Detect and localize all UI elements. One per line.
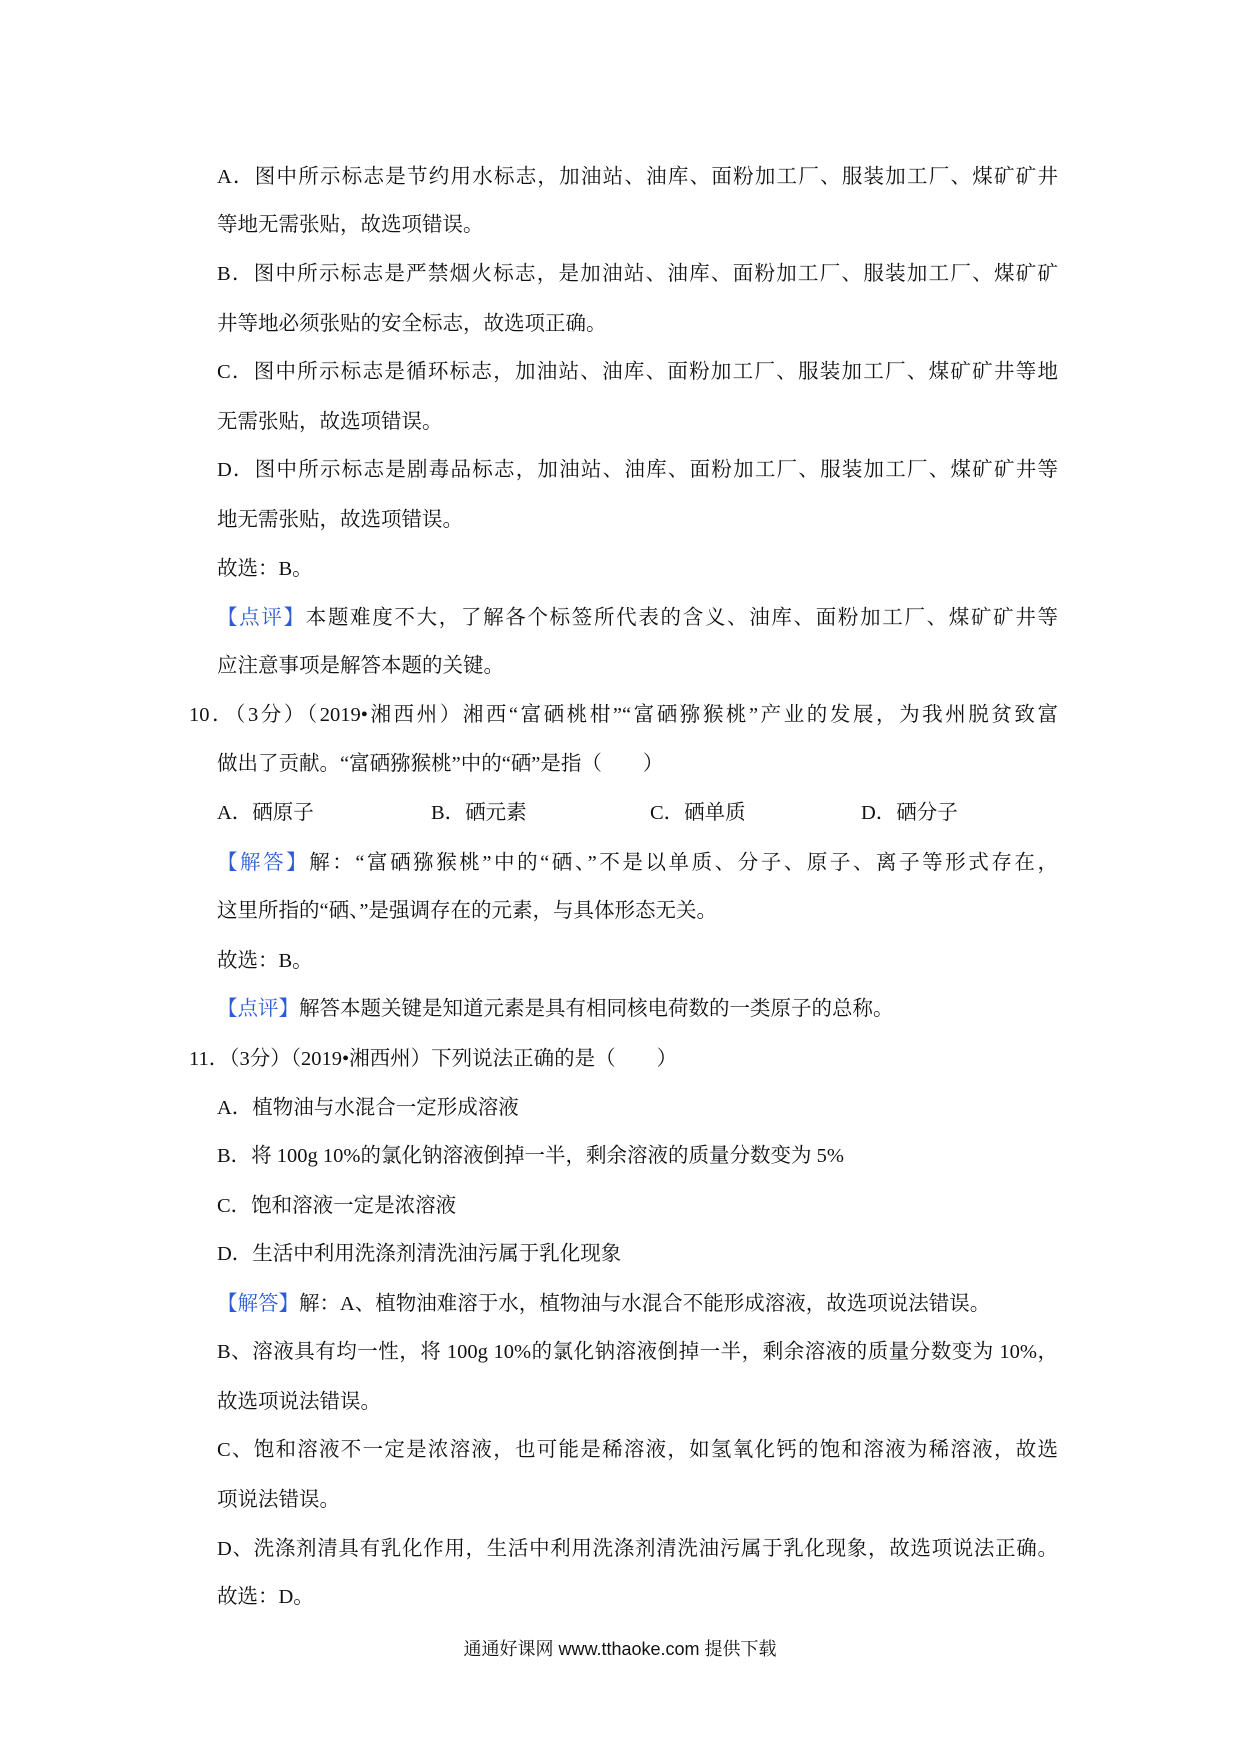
q11-solution-text-a: 解：A、植物油难溶于水，植物油与水混合不能形成溶液，故选项说法错误。 <box>299 1293 991 1315</box>
q11-solution-line-a <box>217 1289 1058 1319</box>
q11-solution-line-c2: 项说法错误。 <box>217 1489 340 1511</box>
q10-solution-label: 【解答】 <box>217 852 310 874</box>
q10-option-c: C．硒单质 <box>650 802 746 824</box>
q11-solution-label: 【解答】 <box>217 1293 299 1315</box>
q9-option-d-analysis-line2: 地无需张贴，故选项错误。 <box>217 509 463 531</box>
q10-comment-label: 【点评】 <box>217 998 299 1020</box>
q10-answer: 故选：B。 <box>217 950 313 972</box>
q10-comment-text: 解答本题关键是知道元素是具有相同核电荷数的一类原子的总称。 <box>299 998 894 1020</box>
q10-option-a: A．硒原子 <box>217 802 314 824</box>
q9-option-c-analysis-line2: 无需张贴，故选项错误。 <box>217 411 443 433</box>
page-footer: 通通好课网 www.tthaoke.com 提供下载 <box>463 1639 777 1659</box>
q11-solution-line-b2: 故选项说法错误。 <box>217 1391 381 1413</box>
q10-solution-line1 <box>217 848 1058 878</box>
q11-option-d: D．生活中利用洗涤剂清洗油污属于乳化现象 <box>217 1243 622 1265</box>
q11-answer: 故选：D。 <box>217 1586 314 1608</box>
q11-option-c: C．饱和溶液一定是浓溶液 <box>217 1195 457 1217</box>
q11-solution-line-d: D、洗涤剂清具有乳化作用，生活中利用洗涤剂清洗油污属于乳化现象，故选项说法正确。 <box>217 1538 1058 1560</box>
q10-stem-line1: 10．（3分）（2019•湘西州）湘西“富硒桃柑”“富硒猕猴桃”产业的发展，为我州脱贫致富 <box>189 704 1058 726</box>
q9-answer: 故选：B。 <box>217 558 313 580</box>
q10-stem-line2: 做出了贡献。“富硒猕猴桃”中的“硒”是指（ ） <box>217 753 664 775</box>
q9-option-c-analysis-line1: C．图中所示标志是循环标志，加油站、油库、面粉加工厂、服装加工厂、煤矿矿井等地 <box>217 361 1058 383</box>
q11-solution-line-b1: B、溶液具有均一性，将 100g 10%的氯化钠溶液倒掉一半，剩余溶液的质量分数变为 10%， <box>217 1341 1058 1363</box>
q10-option-b: B．硒元素 <box>431 802 527 824</box>
q9-option-b-analysis-line2: 井等地必须张贴的安全标志，故选项正确。 <box>217 313 607 335</box>
q9-option-d-analysis-line1: D．图中所示标志是剧毒品标志，加油站、油库、面粉加工厂、服装加工厂、煤矿矿井等 <box>217 459 1058 481</box>
q11-option-a: A．植物油与水混合一定形成溶液 <box>217 1097 519 1119</box>
q10-options-row <box>217 798 1058 828</box>
q9-comment-text: 本题难度不大，了解各个标签所代表的含义、油库、面粉加工厂、煤矿矿井等 <box>305 607 1058 629</box>
q11-solution-line-c1: C、饱和溶液不一定是浓溶液，也可能是稀溶液，如氢氧化钙的饱和溶液为稀溶液，故选 <box>217 1439 1058 1461</box>
q10-solution-line2: 这里所指的“硒、”是强调存在的元素，与具体形态无关。 <box>217 900 717 922</box>
q9-option-a-analysis-line1: A．图中所示标志是节约用水标志，加油站、油库、面粉加工厂、服装加工厂、煤矿矿井 <box>217 166 1058 188</box>
q9-option-a-analysis-line2: 等地无需张贴，故选项错误。 <box>217 214 484 236</box>
q9-comment-label: 【点评】 <box>217 607 306 629</box>
q9-comment-line2: 应注意事项是解答本题的关键。 <box>217 655 504 677</box>
q10-comment <box>217 994 1058 1024</box>
q10-option-d: D．硒分子 <box>861 802 958 824</box>
q11-option-b: B．将 100g 10%的氯化钠溶液倒掉一半，剩余溶液的质量分数变为 5% <box>217 1145 844 1167</box>
q9-option-b-analysis-line1: B．图中所示标志是严禁烟火标志，是加油站、油库、面粉加工厂、服装加工厂、煤矿矿 <box>217 263 1058 285</box>
q9-comment-line1 <box>217 603 1058 633</box>
q11-stem: 11．（3分）（2019•湘西州）下列说法正确的是（ ） <box>189 1048 678 1070</box>
q10-solution-text: 解：“富硒猕猴桃”中的“硒、”不是以单质、分子、原子、离子等形式存在， <box>309 852 1058 874</box>
